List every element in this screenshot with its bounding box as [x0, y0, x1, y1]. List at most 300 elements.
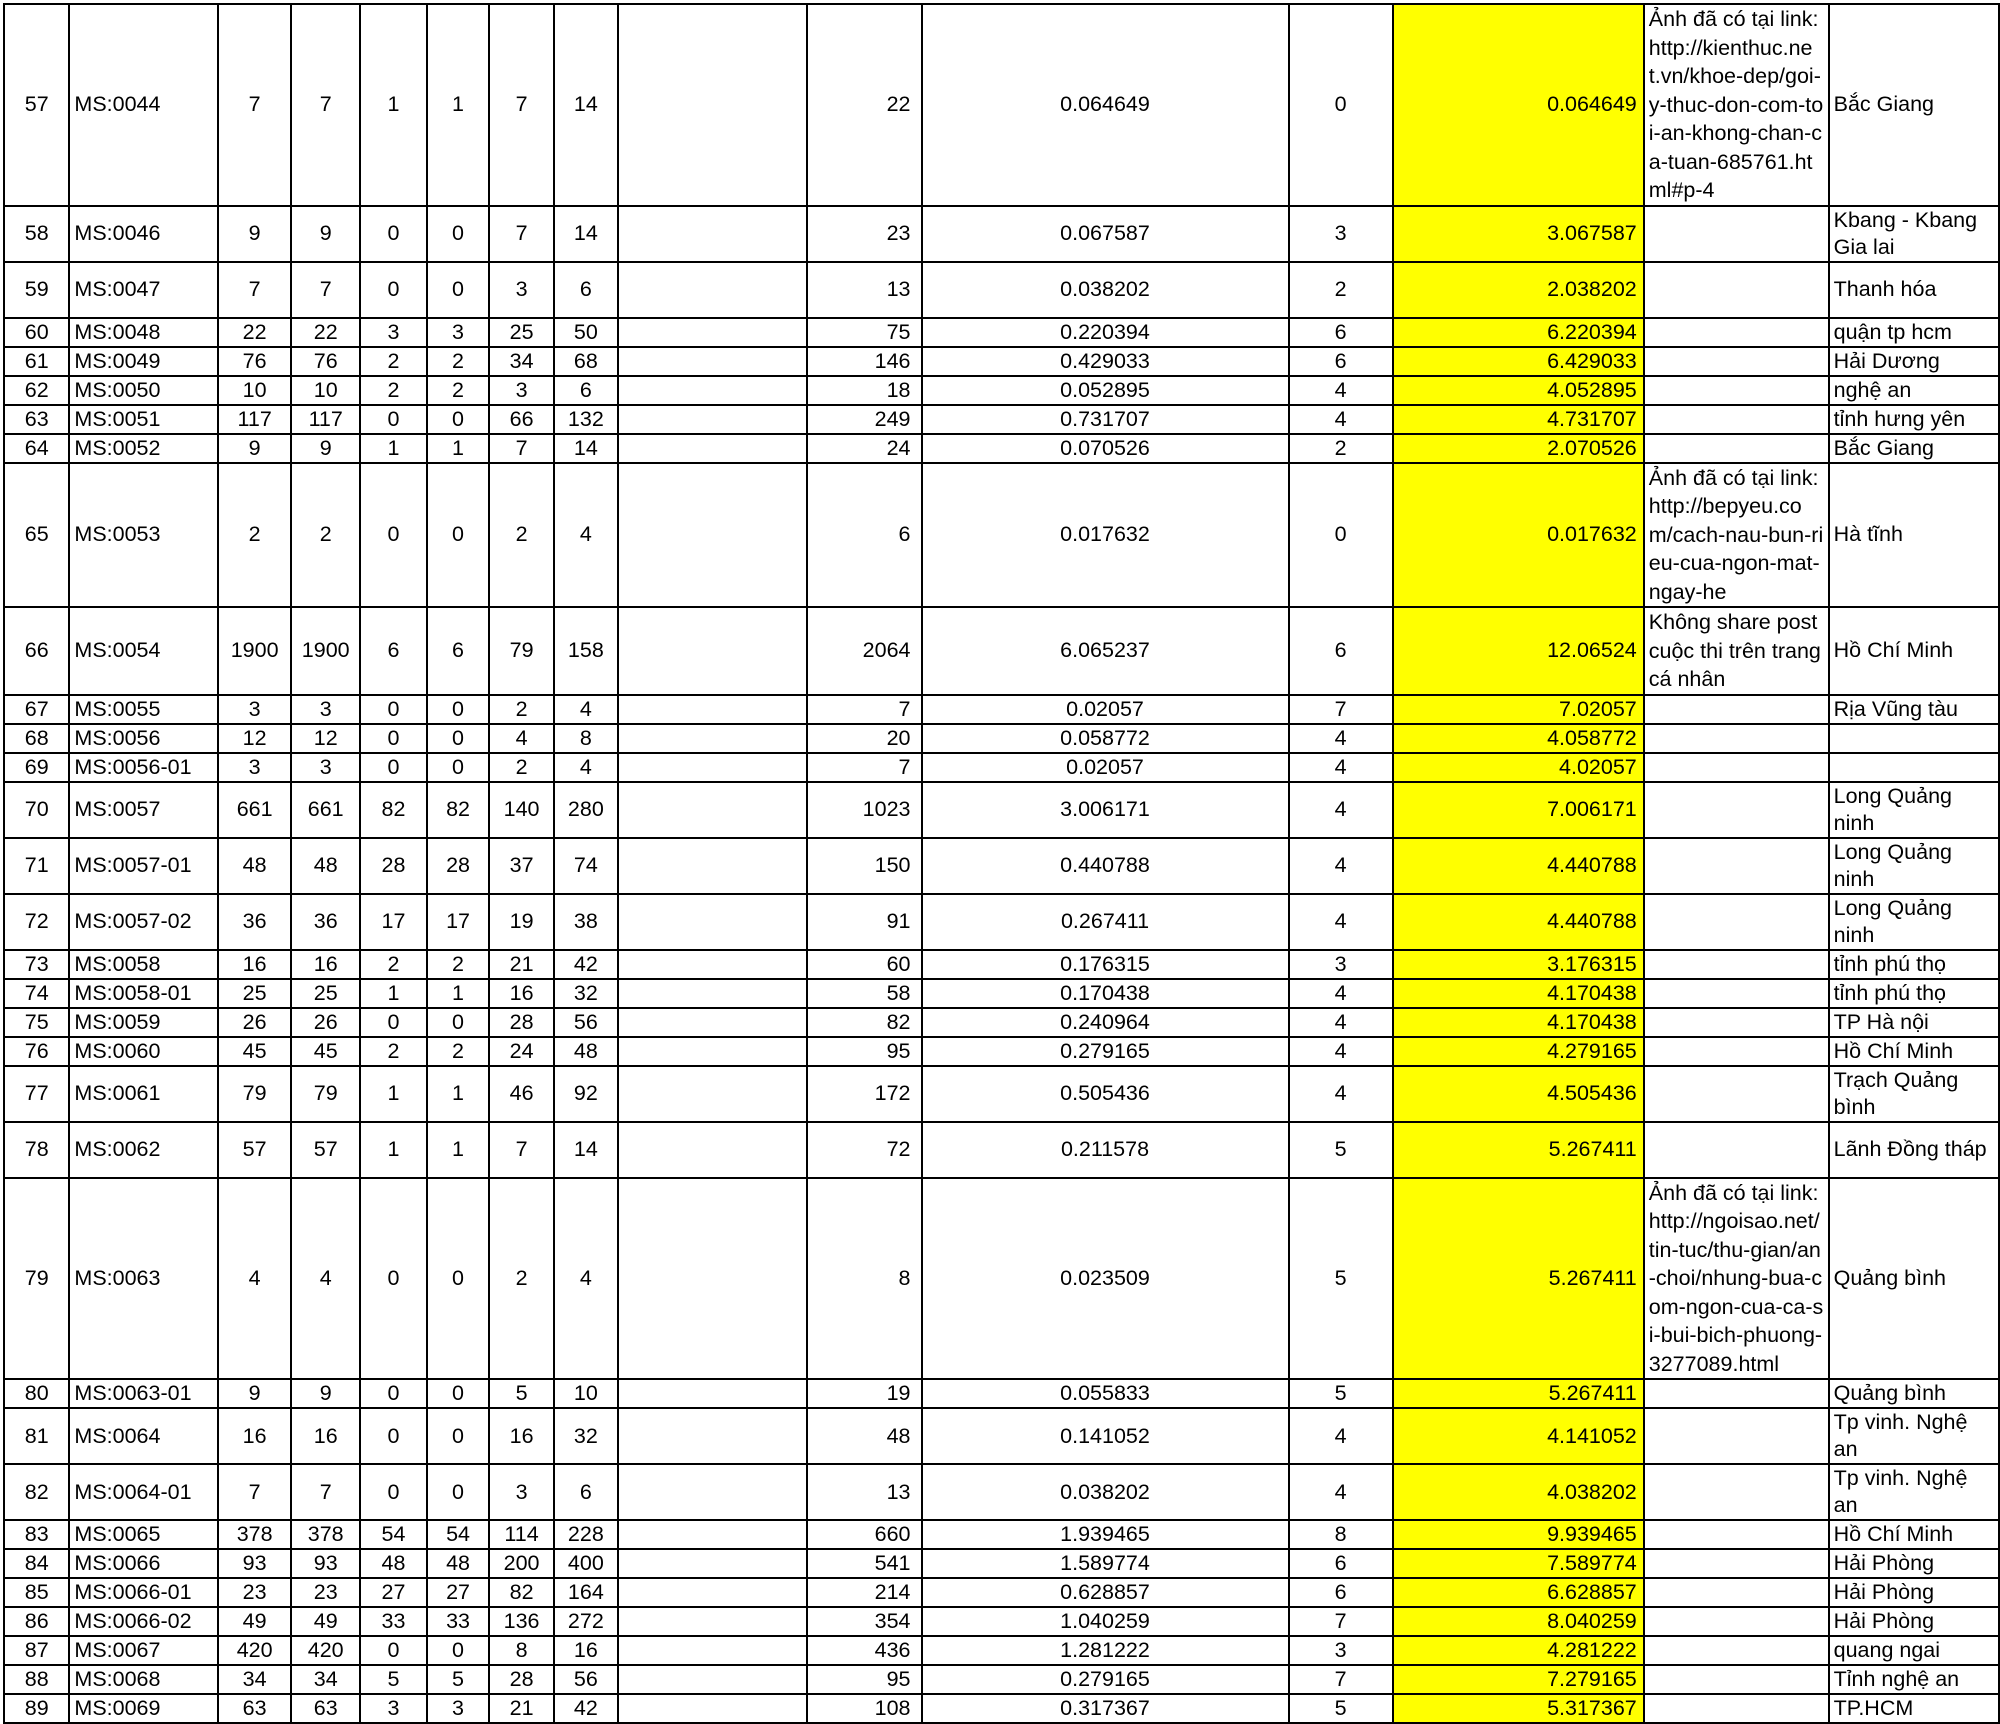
count-cell-2: 7 [291, 1464, 360, 1520]
location-cell: Hải Dương [1829, 347, 1999, 376]
table-row [4, 753, 1999, 782]
count-cell-1: 12 [218, 724, 291, 753]
judge-score-cell: 0 [1289, 4, 1393, 206]
count-cell-4: 0 [427, 753, 490, 782]
judge-score-cell: 6 [1289, 1578, 1393, 1607]
row-number-cell: 77 [4, 1066, 69, 1122]
count-cell-2: 76 [291, 347, 360, 376]
note-cell [1644, 1520, 1829, 1549]
table-row [4, 206, 1999, 262]
count-cell-1: 57 [218, 1122, 291, 1178]
total-cell: 660 [807, 1520, 922, 1549]
count-cell-4: 0 [427, 1636, 490, 1665]
count-cell-4: 48 [427, 1549, 490, 1578]
entry-code-cell: MS:0044 [69, 4, 218, 206]
location-cell: Tỉnh nghệ an [1829, 1665, 1999, 1694]
count-cell-6: 56 [554, 1665, 618, 1694]
blank-cell [618, 1066, 807, 1122]
ratio-cell: 1.939465 [922, 1520, 1289, 1549]
row-number-cell: 82 [4, 1464, 69, 1520]
judge-score-cell: 4 [1289, 1464, 1393, 1520]
final-score-cell: 4.058772 [1393, 724, 1644, 753]
count-cell-1: 34 [218, 1665, 291, 1694]
table-row [4, 1549, 1999, 1578]
entry-code-cell: MS:0066-02 [69, 1607, 218, 1636]
total-cell: 13 [807, 262, 922, 318]
blank-cell [618, 950, 807, 979]
table-row [4, 1607, 1999, 1636]
row-number-cell: 62 [4, 376, 69, 405]
count-cell-1: 2 [218, 463, 291, 608]
count-cell-5: 3 [489, 1464, 553, 1520]
count-cell-5: 21 [489, 950, 553, 979]
count-cell-2: 48 [291, 838, 360, 894]
location-cell: tỉnh phú thọ [1829, 979, 1999, 1008]
count-cell-1: 661 [218, 782, 291, 838]
row-number-cell: 83 [4, 1520, 69, 1549]
blank-cell [618, 1520, 807, 1549]
location-cell: Long Quảng ninh [1829, 782, 1999, 838]
count-cell-4: 3 [427, 1694, 490, 1723]
count-cell-5: 16 [489, 979, 553, 1008]
table-row [4, 724, 1999, 753]
final-score-cell: 4.141052 [1393, 1408, 1644, 1464]
entry-code-cell: MS:0061 [69, 1066, 218, 1122]
total-cell: 7 [807, 695, 922, 724]
location-cell: tỉnh hưng yên [1829, 405, 1999, 434]
location-cell: Quảng bình [1829, 1379, 1999, 1408]
judge-score-cell: 4 [1289, 1066, 1393, 1122]
table-row [4, 607, 1999, 695]
entry-code-cell: MS:0056-01 [69, 753, 218, 782]
count-cell-4: 17 [427, 894, 490, 950]
ratio-cell: 0.731707 [922, 405, 1289, 434]
table-row [4, 894, 1999, 950]
count-cell-6: 6 [554, 376, 618, 405]
count-cell-4: 3 [427, 318, 490, 347]
total-cell: 22 [807, 4, 922, 206]
total-cell: 1023 [807, 782, 922, 838]
total-cell: 20 [807, 724, 922, 753]
row-number-cell: 66 [4, 607, 69, 695]
blank-cell [618, 1578, 807, 1607]
entry-code-cell: MS:0052 [69, 434, 218, 463]
count-cell-2: 16 [291, 1408, 360, 1464]
location-cell [1829, 724, 1999, 753]
count-cell-1: 3 [218, 753, 291, 782]
count-cell-1: 48 [218, 838, 291, 894]
count-cell-6: 68 [554, 347, 618, 376]
count-cell-3: 0 [360, 695, 426, 724]
judge-score-cell: 2 [1289, 262, 1393, 318]
count-cell-5: 8 [489, 1636, 553, 1665]
count-cell-3: 33 [360, 1607, 426, 1636]
count-cell-5: 24 [489, 1037, 553, 1066]
count-cell-1: 26 [218, 1008, 291, 1037]
ratio-cell: 1.040259 [922, 1607, 1289, 1636]
ratio-cell: 0.628857 [922, 1578, 1289, 1607]
count-cell-2: 2 [291, 463, 360, 608]
entry-code-cell: MS:0057-02 [69, 894, 218, 950]
row-number-cell: 69 [4, 753, 69, 782]
count-cell-1: 23 [218, 1578, 291, 1607]
blank-cell [618, 979, 807, 1008]
row-number-cell: 78 [4, 1122, 69, 1178]
count-cell-3: 2 [360, 950, 426, 979]
entry-code-cell: MS:0049 [69, 347, 218, 376]
ratio-cell: 1.589774 [922, 1549, 1289, 1578]
blank-cell [618, 1607, 807, 1636]
judge-score-cell: 4 [1289, 1408, 1393, 1464]
judge-score-cell: 6 [1289, 347, 1393, 376]
blank-cell [618, 838, 807, 894]
location-cell: Bắc Giang [1829, 434, 1999, 463]
ratio-cell: 0.505436 [922, 1066, 1289, 1122]
count-cell-5: 37 [489, 838, 553, 894]
entry-code-cell: MS:0053 [69, 463, 218, 608]
count-cell-4: 2 [427, 950, 490, 979]
entry-code-cell: MS:0067 [69, 1636, 218, 1665]
count-cell-3: 0 [360, 1178, 426, 1380]
location-cell: Kbang - Kbang Gia lai [1829, 206, 1999, 262]
count-cell-2: 9 [291, 434, 360, 463]
final-score-cell: 0.017632 [1393, 463, 1644, 608]
ratio-cell: 1.281222 [922, 1636, 1289, 1665]
ratio-cell: 0.038202 [922, 1464, 1289, 1520]
count-cell-2: 10 [291, 376, 360, 405]
final-score-cell: 4.279165 [1393, 1037, 1644, 1066]
count-cell-1: 45 [218, 1037, 291, 1066]
ratio-cell: 0.052895 [922, 376, 1289, 405]
count-cell-2: 25 [291, 979, 360, 1008]
count-cell-1: 1900 [218, 607, 291, 695]
count-cell-5: 136 [489, 1607, 553, 1636]
count-cell-6: 14 [554, 4, 618, 206]
final-score-cell: 4.440788 [1393, 894, 1644, 950]
blank-cell [618, 753, 807, 782]
note-cell [1644, 782, 1829, 838]
final-score-cell: 5.317367 [1393, 1694, 1644, 1723]
count-cell-5: 5 [489, 1379, 553, 1408]
count-cell-3: 2 [360, 347, 426, 376]
entry-code-cell: MS:0065 [69, 1520, 218, 1549]
entry-code-cell: MS:0060 [69, 1037, 218, 1066]
judge-score-cell: 4 [1289, 1008, 1393, 1037]
entry-code-cell: MS:0063 [69, 1178, 218, 1380]
ratio-cell: 0.279165 [922, 1665, 1289, 1694]
note-cell [1644, 1037, 1829, 1066]
location-cell: Thanh hóa [1829, 262, 1999, 318]
note-cell [1644, 347, 1829, 376]
blank-cell [618, 1549, 807, 1578]
entry-code-cell: MS:0064 [69, 1408, 218, 1464]
total-cell: 6 [807, 463, 922, 608]
entry-code-cell: MS:0056 [69, 724, 218, 753]
count-cell-4: 0 [427, 405, 490, 434]
final-score-cell: 4.052895 [1393, 376, 1644, 405]
ratio-cell: 0.267411 [922, 894, 1289, 950]
count-cell-2: 4 [291, 1178, 360, 1380]
judge-score-cell: 8 [1289, 1520, 1393, 1549]
count-cell-1: 79 [218, 1066, 291, 1122]
location-cell: Trạch Quảng bình [1829, 1066, 1999, 1122]
judge-score-cell: 7 [1289, 695, 1393, 724]
judge-score-cell: 4 [1289, 376, 1393, 405]
count-cell-6: 6 [554, 262, 618, 318]
ratio-cell: 0.038202 [922, 262, 1289, 318]
count-cell-2: 9 [291, 1379, 360, 1408]
location-cell: TP Hà nội [1829, 1008, 1999, 1037]
note-cell [1644, 1549, 1829, 1578]
note-cell [1644, 1665, 1829, 1694]
count-cell-5: 7 [489, 434, 553, 463]
note-cell [1644, 1066, 1829, 1122]
entry-code-cell: MS:0050 [69, 376, 218, 405]
count-cell-2: 378 [291, 1520, 360, 1549]
total-cell: 95 [807, 1037, 922, 1066]
table-row [4, 1066, 1999, 1122]
count-cell-3: 3 [360, 1694, 426, 1723]
count-cell-3: 0 [360, 1464, 426, 1520]
count-cell-5: 7 [489, 4, 553, 206]
row-number-cell: 73 [4, 950, 69, 979]
count-cell-2: 9 [291, 206, 360, 262]
count-cell-1: 4 [218, 1178, 291, 1380]
final-score-cell: 8.040259 [1393, 1607, 1644, 1636]
blank-cell [618, 1008, 807, 1037]
location-cell: Rịa Vũng tàu [1829, 695, 1999, 724]
final-score-cell: 7.279165 [1393, 1665, 1644, 1694]
blank-cell [618, 1037, 807, 1066]
count-cell-4: 6 [427, 607, 490, 695]
location-cell: Hải Phòng [1829, 1549, 1999, 1578]
table-row [4, 1122, 1999, 1178]
note-cell [1644, 838, 1829, 894]
count-cell-3: 27 [360, 1578, 426, 1607]
count-cell-2: 12 [291, 724, 360, 753]
count-cell-6: 6 [554, 1464, 618, 1520]
row-number-cell: 80 [4, 1379, 69, 1408]
table-row [4, 838, 1999, 894]
count-cell-2: 57 [291, 1122, 360, 1178]
count-cell-1: 36 [218, 894, 291, 950]
count-cell-4: 0 [427, 1408, 490, 1464]
table-row [4, 1694, 1999, 1723]
count-cell-3: 1 [360, 1122, 426, 1178]
row-number-cell: 84 [4, 1549, 69, 1578]
location-cell: Hà tĩnh [1829, 463, 1999, 608]
entry-code-cell: MS:0051 [69, 405, 218, 434]
count-cell-2: 34 [291, 1665, 360, 1694]
count-cell-1: 76 [218, 347, 291, 376]
count-cell-3: 5 [360, 1665, 426, 1694]
final-score-cell: 2.070526 [1393, 434, 1644, 463]
count-cell-3: 2 [360, 1037, 426, 1066]
count-cell-6: 38 [554, 894, 618, 950]
row-number-cell: 85 [4, 1578, 69, 1607]
judge-score-cell: 4 [1289, 753, 1393, 782]
count-cell-5: 28 [489, 1665, 553, 1694]
blank-cell [618, 1636, 807, 1665]
note-cell [1644, 1379, 1829, 1408]
count-cell-2: 23 [291, 1578, 360, 1607]
row-number-cell: 87 [4, 1636, 69, 1665]
count-cell-5: 19 [489, 894, 553, 950]
count-cell-6: 4 [554, 1178, 618, 1380]
final-score-cell: 7.589774 [1393, 1549, 1644, 1578]
count-cell-5: 79 [489, 607, 553, 695]
count-cell-4: 0 [427, 262, 490, 318]
count-cell-6: 92 [554, 1066, 618, 1122]
blank-cell [618, 1665, 807, 1694]
count-cell-2: 661 [291, 782, 360, 838]
judge-score-cell: 3 [1289, 206, 1393, 262]
blank-cell [618, 1464, 807, 1520]
note-cell [1644, 979, 1829, 1008]
final-score-cell: 5.267411 [1393, 1122, 1644, 1178]
note-cell [1644, 1464, 1829, 1520]
count-cell-6: 132 [554, 405, 618, 434]
row-number-cell: 74 [4, 979, 69, 1008]
row-number-cell: 64 [4, 434, 69, 463]
count-cell-6: 50 [554, 318, 618, 347]
count-cell-1: 3 [218, 695, 291, 724]
count-cell-3: 1 [360, 1066, 426, 1122]
count-cell-5: 28 [489, 1008, 553, 1037]
row-number-cell: 61 [4, 347, 69, 376]
note-cell [1644, 753, 1829, 782]
judge-score-cell: 5 [1289, 1694, 1393, 1723]
note-cell [1644, 1008, 1829, 1037]
blank-cell [618, 1178, 807, 1380]
count-cell-5: 66 [489, 405, 553, 434]
note-cell [1644, 1122, 1829, 1178]
count-cell-6: 8 [554, 724, 618, 753]
blank-cell [618, 405, 807, 434]
row-number-cell: 68 [4, 724, 69, 753]
ratio-cell: 0.176315 [922, 950, 1289, 979]
count-cell-3: 28 [360, 838, 426, 894]
row-number-cell: 70 [4, 782, 69, 838]
total-cell: 249 [807, 405, 922, 434]
note-cell [1644, 695, 1829, 724]
total-cell: 58 [807, 979, 922, 1008]
blank-cell [618, 695, 807, 724]
total-cell: 436 [807, 1636, 922, 1665]
count-cell-4: 2 [427, 1037, 490, 1066]
count-cell-1: 7 [218, 262, 291, 318]
judge-score-cell: 7 [1289, 1665, 1393, 1694]
note-cell [1644, 1578, 1829, 1607]
count-cell-4: 33 [427, 1607, 490, 1636]
judge-score-cell: 4 [1289, 782, 1393, 838]
count-cell-1: 7 [218, 4, 291, 206]
location-cell: Hồ Chí Minh [1829, 1037, 1999, 1066]
count-cell-2: 45 [291, 1037, 360, 1066]
judge-score-cell: 4 [1289, 838, 1393, 894]
count-cell-5: 34 [489, 347, 553, 376]
score-table [3, 3, 2000, 1724]
count-cell-6: 4 [554, 695, 618, 724]
judge-score-cell: 0 [1289, 463, 1393, 608]
location-cell [1829, 753, 1999, 782]
count-cell-1: 25 [218, 979, 291, 1008]
ratio-cell: 0.058772 [922, 724, 1289, 753]
judge-score-cell: 6 [1289, 1549, 1393, 1578]
final-score-cell: 4.02057 [1393, 753, 1644, 782]
location-cell: quận tp hcm [1829, 318, 1999, 347]
note-cell [1644, 894, 1829, 950]
total-cell: 7 [807, 753, 922, 782]
count-cell-4: 1 [427, 1066, 490, 1122]
blank-cell [618, 1379, 807, 1408]
entry-code-cell: MS:0057-01 [69, 838, 218, 894]
count-cell-5: 7 [489, 206, 553, 262]
count-cell-5: 2 [489, 463, 553, 608]
row-number-cell: 59 [4, 262, 69, 318]
count-cell-4: 54 [427, 1520, 490, 1549]
location-cell: Hải Phòng [1829, 1607, 1999, 1636]
count-cell-6: 14 [554, 434, 618, 463]
entry-code-cell: MS:0048 [69, 318, 218, 347]
ratio-cell: 0.067587 [922, 206, 1289, 262]
count-cell-2: 79 [291, 1066, 360, 1122]
count-cell-6: 32 [554, 1408, 618, 1464]
count-cell-4: 5 [427, 1665, 490, 1694]
total-cell: 18 [807, 376, 922, 405]
count-cell-4: 0 [427, 1464, 490, 1520]
count-cell-1: 9 [218, 1379, 291, 1408]
total-cell: 108 [807, 1694, 922, 1723]
count-cell-1: 16 [218, 950, 291, 979]
count-cell-6: 4 [554, 753, 618, 782]
entry-code-cell: MS:0047 [69, 262, 218, 318]
location-cell: Long Quảng ninh [1829, 838, 1999, 894]
total-cell: 541 [807, 1549, 922, 1578]
count-cell-5: 2 [489, 753, 553, 782]
row-number-cell: 75 [4, 1008, 69, 1037]
total-cell: 48 [807, 1408, 922, 1464]
count-cell-3: 1 [360, 979, 426, 1008]
count-cell-3: 82 [360, 782, 426, 838]
location-cell: Bắc Giang [1829, 4, 1999, 206]
row-number-cell: 63 [4, 405, 69, 434]
count-cell-4: 0 [427, 463, 490, 608]
final-score-cell: 0.064649 [1393, 4, 1644, 206]
count-cell-5: 7 [489, 1122, 553, 1178]
ratio-cell: 0.017632 [922, 463, 1289, 608]
final-score-cell: 4.170438 [1393, 979, 1644, 1008]
note-cell [1644, 262, 1829, 318]
count-cell-2: 26 [291, 1008, 360, 1037]
count-cell-4: 2 [427, 376, 490, 405]
ratio-cell: 0.220394 [922, 318, 1289, 347]
final-score-cell: 2.038202 [1393, 262, 1644, 318]
ratio-cell: 0.02057 [922, 695, 1289, 724]
entry-code-cell: MS:0064-01 [69, 1464, 218, 1520]
count-cell-5: 46 [489, 1066, 553, 1122]
total-cell: 82 [807, 1008, 922, 1037]
judge-score-cell: 4 [1289, 1037, 1393, 1066]
count-cell-3: 0 [360, 405, 426, 434]
final-score-cell: 6.628857 [1393, 1578, 1644, 1607]
count-cell-4: 0 [427, 206, 490, 262]
entry-code-cell: MS:0054 [69, 607, 218, 695]
row-number-cell: 88 [4, 1665, 69, 1694]
row-number-cell: 76 [4, 1037, 69, 1066]
row-number-cell: 67 [4, 695, 69, 724]
count-cell-2: 7 [291, 262, 360, 318]
